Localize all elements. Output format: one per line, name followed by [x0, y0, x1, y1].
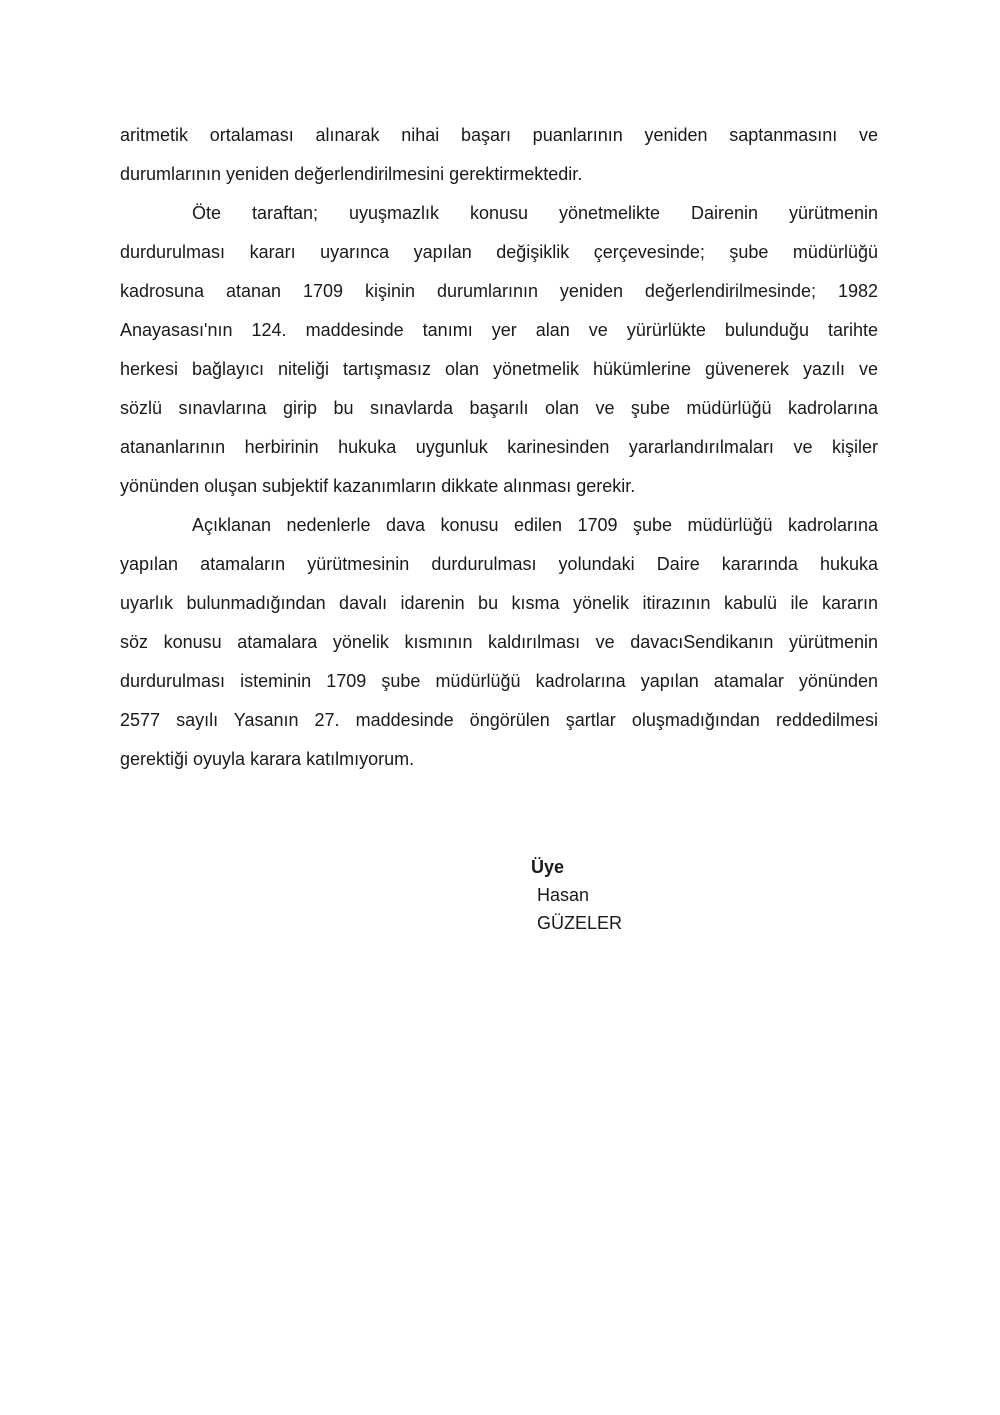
signature-block — [531, 853, 622, 937]
paragraph-2-line-7: atananlarının herbirinin hukuka uygunluk karinesinden yararlandırılmaları ve kişiler — [120, 437, 878, 457]
paragraph-2-line-3: kadrosuna atanan 1709 kişinin durumlarının yeniden değerlendirilmesinde; 1982 — [120, 281, 878, 301]
paragraph-2-line-8: yönünden oluşan subjektif kazanımların dikkate alınması gerekir. — [120, 476, 636, 496]
paragraph-2-line-5: herkesi bağlayıcı niteliği tartışmasız olan yönetmelik hükümlerine güvenerek yazılı ve — [120, 359, 878, 379]
paragraph-3 — [120, 506, 878, 779]
paragraph-2 — [120, 194, 878, 506]
paragraph-2-line-6: sözlü sınavlarına girip bu sınavlarda başarılı olan ve şube müdürlüğü kadrolarına — [120, 398, 878, 418]
signature-title: Üye — [531, 857, 565, 877]
paragraph-3-line-7: gerektiği oyuyla karara katılmıyorum. — [120, 749, 415, 769]
document-body — [120, 116, 878, 779]
paragraph-3-line-4: söz konusu atamalara yönelik kısmının kaldırılması ve davacıSendikanın yürütmenin — [120, 632, 878, 652]
paragraph-3-line-5: durdurulması isteminin 1709 şube müdürlüğü kadrolarına yapılan atamalar yönünden — [120, 671, 878, 691]
paragraph-2-line-1: Öte taraftan; uyuşmazlık konusu yönetmelikte Dairenin yürütmenin — [192, 203, 878, 223]
paragraph-3-line-1: Açıklanan nedenlerle dava konusu edilen 1709 şube müdürlüğü kadrolarına — [192, 515, 878, 535]
paragraph-3-line-2: yapılan atamaların yürütmesinin durdurulması yolundaki Daire kararında hukuka — [120, 554, 878, 574]
paragraph-2-line-2: durdurulması kararı uyarınca yapılan değişiklik çerçevesinde; şube müdürlüğü — [120, 242, 878, 262]
signature-first-name: Hasan — [537, 885, 590, 905]
signature-last-name: GÜZELER — [537, 913, 623, 933]
paragraph-1 — [120, 116, 878, 194]
paragraph-3-line-6: 2577 sayılı Yasanın 27. maddesinde öngörülen şartlar oluşmadığından reddedilmesi — [120, 710, 878, 730]
paragraph-2-line-4: Anayasası'nın 124. maddesinde tanımı yer alan ve yürürlükte bulunduğu tarihte — [120, 320, 878, 340]
paragraph-3-line-3: uyarlık bulunmadığından davalı idarenin bu kısma yönelik itirazının kabulü ile kararın — [120, 593, 878, 613]
paragraph-1-line-1: aritmetik ortalaması alınarak nihai başarı puanlarının yeniden saptanmasını ve — [120, 125, 878, 145]
paragraph-1-line-2: durumlarının yeniden değerlendirilmesini gerektirmektedir. — [120, 164, 583, 184]
